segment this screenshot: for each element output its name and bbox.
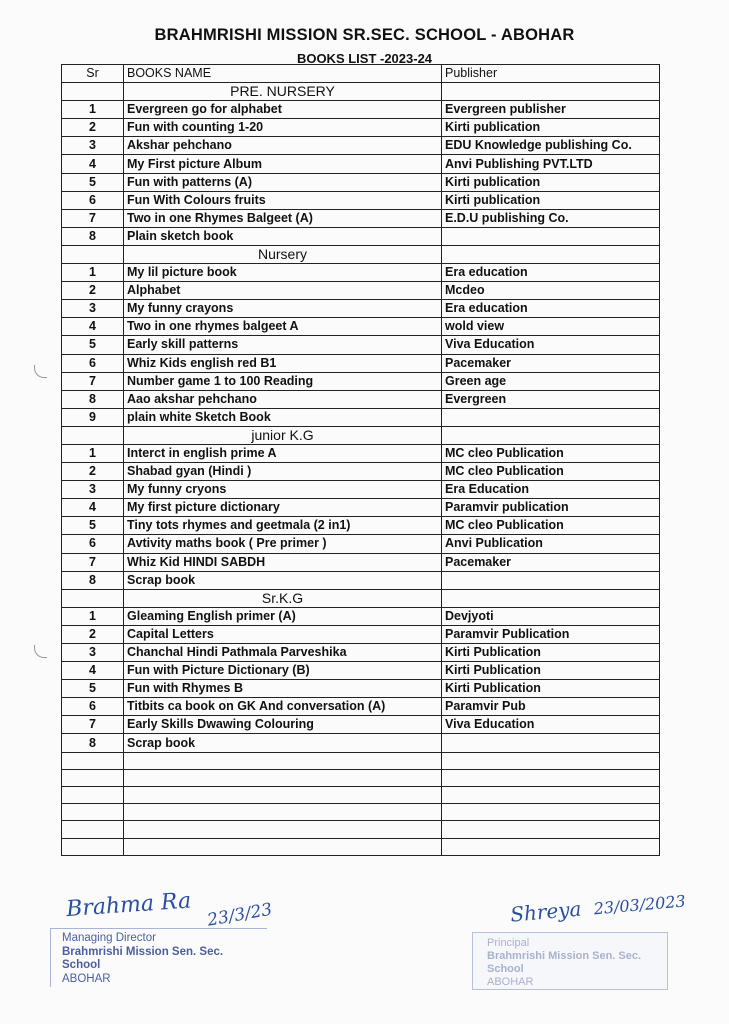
publisher-cell: Kirti publication — [442, 119, 660, 137]
empty-cell — [124, 821, 442, 838]
empty-row — [62, 804, 660, 821]
section-publisher-cell — [442, 245, 660, 263]
sr-cell: 5 — [62, 517, 124, 535]
section-publisher-cell — [442, 426, 660, 444]
empty-cell — [124, 804, 442, 821]
book-name-cell: Avtivity maths book ( Pre primer ) — [124, 535, 442, 553]
empty-cell — [62, 821, 124, 838]
table-body — [62, 83, 660, 856]
table-row — [62, 119, 660, 137]
book-name-cell: Fun with counting 1-20 — [124, 119, 442, 137]
table-row — [62, 662, 660, 680]
book-name-cell: Early Skills Dwawing Colouring — [124, 716, 442, 734]
publisher-cell: Era education — [442, 264, 660, 282]
table-row — [62, 680, 660, 698]
table-row — [62, 571, 660, 589]
table-row — [62, 607, 660, 625]
table-row — [62, 264, 660, 282]
publisher-cell: Green age — [442, 372, 660, 390]
table-row — [62, 463, 660, 481]
table-row — [62, 517, 660, 535]
table-row — [62, 155, 660, 173]
book-name-cell: Tiny tots rhymes and geetmala (2 in1) — [124, 517, 442, 535]
table-row — [62, 716, 660, 734]
section-title: Sr.K.G — [124, 589, 442, 607]
section-publisher-cell — [442, 589, 660, 607]
book-name-cell: Fun with Picture Dictionary (B) — [124, 662, 442, 680]
column-header-sr: Sr — [62, 65, 124, 83]
sr-cell: 2 — [62, 282, 124, 300]
section-title: junior K.G — [124, 426, 442, 444]
publisher-cell: Era Education — [442, 481, 660, 499]
table-row — [62, 227, 660, 245]
book-name-cell: My funny crayons — [124, 300, 442, 318]
stamp-line: ABOHAR — [487, 976, 534, 988]
stamp-line: Managing Director — [62, 932, 156, 944]
publisher-cell: Anvi Publishing PVT.LTD — [442, 155, 660, 173]
sr-cell: 7 — [62, 209, 124, 227]
publisher-cell: Kirti Publication — [442, 644, 660, 662]
table-row — [62, 408, 660, 426]
sr-cell: 8 — [62, 571, 124, 589]
section-header-row — [62, 245, 660, 263]
sr-cell: 2 — [62, 625, 124, 643]
empty-cell — [124, 838, 442, 855]
empty-cell — [124, 769, 442, 786]
empty-cell — [442, 752, 660, 769]
book-name-cell: Whiz Kid HINDI SABDH — [124, 553, 442, 571]
publisher-cell: Anvi Publication — [442, 535, 660, 553]
sr-cell: 4 — [62, 499, 124, 517]
book-name-cell: Interct in english prime A — [124, 444, 442, 462]
section-title: PRE. NURSERY — [124, 83, 442, 101]
table-row — [62, 553, 660, 571]
publisher-cell — [442, 734, 660, 752]
section-header-row — [62, 589, 660, 607]
sr-cell: 4 — [62, 318, 124, 336]
book-name-cell: Fun with patterns (A) — [124, 173, 442, 191]
sr-cell: 6 — [62, 191, 124, 209]
sr-cell: 6 — [62, 698, 124, 716]
publisher-cell: Pacemaker — [442, 553, 660, 571]
column-header-publisher: Publisher — [442, 65, 660, 83]
table-row — [62, 173, 660, 191]
sr-cell: 1 — [62, 101, 124, 119]
empty-cell — [62, 786, 124, 803]
section-sr-cell — [62, 245, 124, 263]
hole-punch-mark — [34, 365, 47, 378]
empty-row — [62, 769, 660, 786]
publisher-cell: Evergreen publisher — [442, 101, 660, 119]
sr-cell: 4 — [62, 662, 124, 680]
sr-cell: 7 — [62, 716, 124, 734]
publisher-cell: Viva Education — [442, 716, 660, 734]
sr-cell: 1 — [62, 444, 124, 462]
table-header-row — [62, 65, 660, 83]
empty-row — [62, 838, 660, 855]
publisher-cell: Kirti publication — [442, 173, 660, 191]
table-row — [62, 390, 660, 408]
table-row — [62, 644, 660, 662]
publisher-cell: Paramvir publication — [442, 499, 660, 517]
table-row — [62, 698, 660, 716]
sr-cell: 1 — [62, 264, 124, 282]
publisher-cell: Pacemaker — [442, 354, 660, 372]
publisher-cell: wold view — [442, 318, 660, 336]
managing-director-stamp — [52, 932, 264, 986]
empty-row — [62, 752, 660, 769]
stamp-border — [50, 928, 267, 987]
table-row — [62, 318, 660, 336]
empty-cell — [442, 804, 660, 821]
book-name-cell: My funny cryons — [124, 481, 442, 499]
empty-cell — [62, 804, 124, 821]
book-name-cell: Two in one Rhymes Balgeet (A) — [124, 209, 442, 227]
table-row — [62, 336, 660, 354]
sr-cell: 2 — [62, 119, 124, 137]
publisher-cell — [442, 408, 660, 426]
book-name-cell: Shabad gyan (Hindi ) — [124, 463, 442, 481]
publisher-cell: Era education — [442, 300, 660, 318]
book-name-cell: Whiz Kids english red B1 — [124, 354, 442, 372]
publisher-cell: MC cleo Publication — [442, 444, 660, 462]
table-row — [62, 444, 660, 462]
publisher-cell: EDU Knowledge publishing Co. — [442, 137, 660, 155]
table-row — [62, 191, 660, 209]
sr-cell: 2 — [62, 463, 124, 481]
sr-cell: 5 — [62, 680, 124, 698]
section-publisher-cell — [442, 83, 660, 101]
table-row — [62, 282, 660, 300]
table-row — [62, 209, 660, 227]
table-row — [62, 625, 660, 643]
sr-cell: 4 — [62, 155, 124, 173]
section-header-row — [62, 83, 660, 101]
book-name-cell: Two in one rhymes balgeet A — [124, 318, 442, 336]
empty-cell — [442, 769, 660, 786]
publisher-cell: E.D.U publishing Co. — [442, 209, 660, 227]
sr-cell: 8 — [62, 390, 124, 408]
table-row — [62, 354, 660, 372]
table-row — [62, 535, 660, 553]
book-name-cell: Capital Letters — [124, 625, 442, 643]
empty-cell — [442, 821, 660, 838]
sr-cell: 3 — [62, 644, 124, 662]
empty-cell — [62, 752, 124, 769]
sr-cell: 5 — [62, 336, 124, 354]
book-name-cell: Fun with Rhymes B — [124, 680, 442, 698]
book-name-cell: My first picture dictionary — [124, 499, 442, 517]
sr-cell: 3 — [62, 137, 124, 155]
page-title: BRAHMRISHI MISSION SR.SEC. SCHOOL - ABOHAR — [154, 26, 575, 44]
section-sr-cell — [62, 426, 124, 444]
book-name-cell: Scrap book — [124, 734, 442, 752]
book-name-cell: Aao akshar pehchano — [124, 390, 442, 408]
book-name-cell: Akshar pehchano — [124, 137, 442, 155]
section-sr-cell — [62, 589, 124, 607]
publisher-cell — [442, 571, 660, 589]
book-name-cell: Gleaming English primer (A) — [124, 607, 442, 625]
sr-cell: 7 — [62, 372, 124, 390]
stamp-line: ABOHAR — [62, 972, 111, 985]
sr-cell: 3 — [62, 481, 124, 499]
publisher-cell: Paramvir Publication — [442, 625, 660, 643]
table-row — [62, 300, 660, 318]
publisher-cell: Kirti Publication — [442, 662, 660, 680]
section-sr-cell — [62, 83, 124, 101]
column-header-books-name: BOOKS NAME — [124, 65, 442, 83]
book-name-cell: Evergreen go for alphabet — [124, 101, 442, 119]
publisher-cell — [442, 227, 660, 245]
sr-cell: 6 — [62, 354, 124, 372]
publisher-cell: Kirti Publication — [442, 680, 660, 698]
sr-cell: 6 — [62, 535, 124, 553]
signature-date: 23/3/23 — [205, 899, 274, 931]
signature-date: 23/03/2023 — [592, 891, 687, 919]
principal-stamp — [472, 932, 668, 990]
table-row — [62, 481, 660, 499]
empty-cell — [124, 786, 442, 803]
sr-cell: 1 — [62, 607, 124, 625]
empty-row — [62, 786, 660, 803]
sr-cell: 8 — [62, 227, 124, 245]
table-row — [62, 372, 660, 390]
empty-cell — [62, 769, 124, 786]
stamp-line: Brahmrishi Mission Sen. Sec. School — [62, 945, 224, 971]
book-name-cell: Fun With Colours fruits — [124, 191, 442, 209]
books-table — [61, 64, 660, 856]
publisher-cell: Devjyoti — [442, 607, 660, 625]
table-row — [62, 734, 660, 752]
book-name-cell: Early skill patterns — [124, 336, 442, 354]
sr-cell: 8 — [62, 734, 124, 752]
section-header-row — [62, 426, 660, 444]
book-name-cell: Titbits ca book on GK And conversation (A) — [124, 698, 442, 716]
publisher-cell: MC cleo Publication — [442, 517, 660, 535]
sr-cell: 3 — [62, 300, 124, 318]
publisher-cell: MC cleo Publication — [442, 463, 660, 481]
sr-cell: 7 — [62, 553, 124, 571]
book-name-cell: Scrap book — [124, 571, 442, 589]
publisher-cell: Viva Education — [442, 336, 660, 354]
empty-cell — [442, 838, 660, 855]
book-name-cell: My lil picture book — [124, 264, 442, 282]
book-name-cell: Number game 1 to 100 Reading — [124, 372, 442, 390]
publisher-cell: Evergreen — [442, 390, 660, 408]
hole-punch-mark — [34, 645, 47, 658]
signature-text: Shreya — [509, 896, 583, 927]
empty-row — [62, 821, 660, 838]
empty-cell — [124, 752, 442, 769]
principal-signature — [509, 887, 686, 926]
book-name-cell: Alphabet — [124, 282, 442, 300]
book-name-cell: My First picture Album — [124, 155, 442, 173]
sr-cell: 9 — [62, 408, 124, 426]
book-name-cell: Chanchal Hindi Pathmala Parveshika — [124, 644, 442, 662]
signature-text: Brahma Ra — [65, 888, 192, 923]
section-title: Nursery — [124, 245, 442, 263]
book-name-cell: Plain sketch book — [124, 227, 442, 245]
stamp-line: Brahmrishi Mission Sen. Sec. School — [487, 950, 642, 975]
publisher-cell: Paramvir Pub — [442, 698, 660, 716]
table-row — [62, 101, 660, 119]
stamp-line: Principal — [487, 937, 530, 949]
publisher-cell: Kirti publication — [442, 191, 660, 209]
table-row — [62, 499, 660, 517]
sr-cell: 5 — [62, 173, 124, 191]
book-name-cell: plain white Sketch Book — [124, 408, 442, 426]
publisher-cell: Mcdeo — [442, 282, 660, 300]
empty-cell — [62, 838, 124, 855]
managing-director-signature — [65, 883, 274, 931]
page-subtitle: BOOKS LIST -2023-24 — [296, 51, 433, 64]
table-row — [62, 137, 660, 155]
empty-cell — [442, 786, 660, 803]
